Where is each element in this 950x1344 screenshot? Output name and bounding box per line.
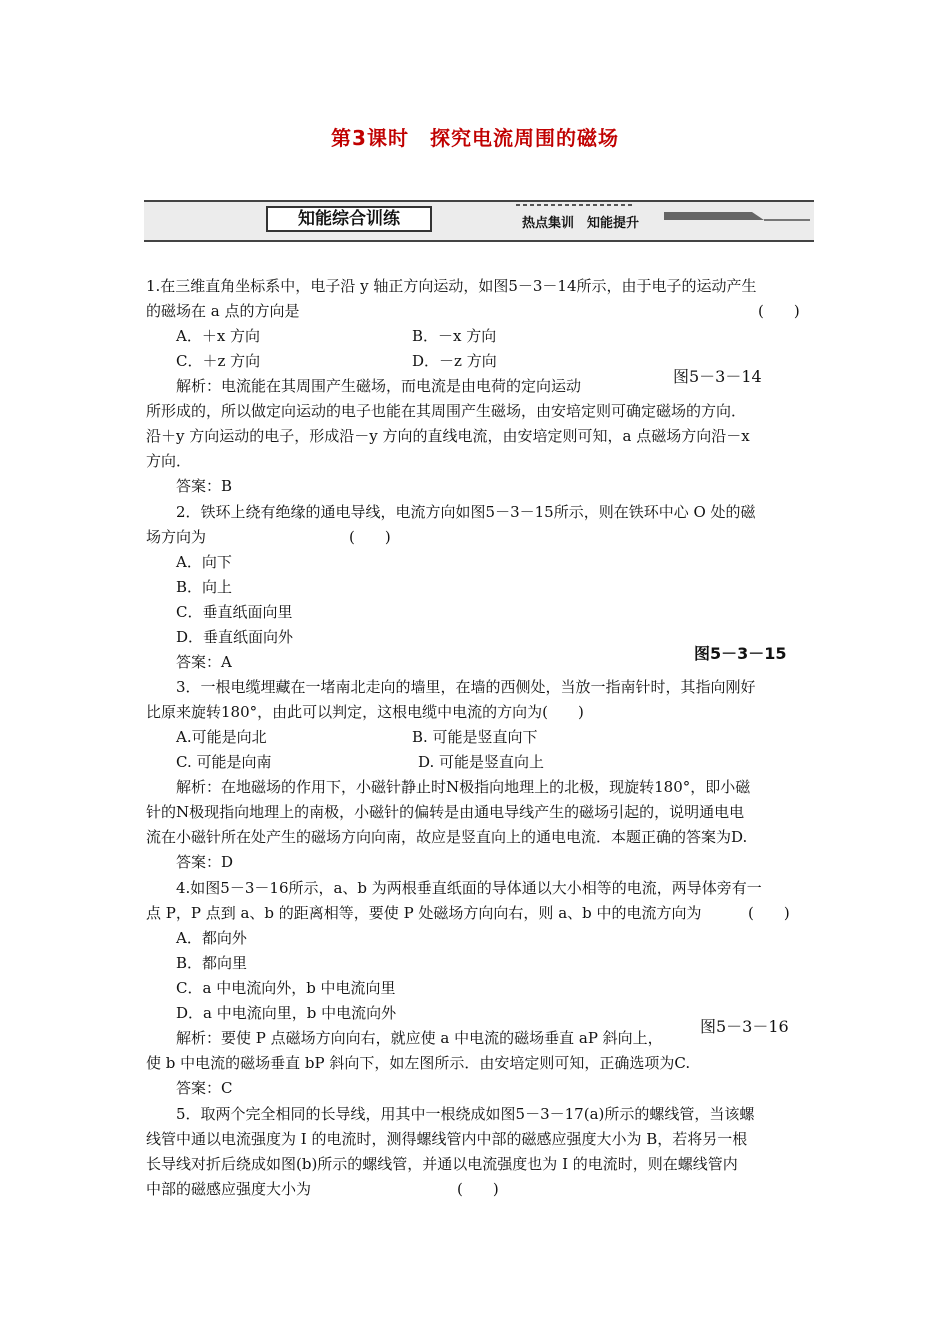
banner-bar — [144, 200, 814, 242]
q3-analysis-1: 解析：在地磁场的作用下，小磁针静止时N极指向地理上的北极，现旋转180°，即小磁 — [176, 778, 751, 796]
q4-answer-blank: ( ) — [748, 904, 790, 922]
q1-option-d: D．－z 方向 — [412, 352, 497, 370]
q1-option-c: C．＋z 方向 — [176, 352, 261, 370]
q1-line-2: 的磁场在 a 点的方向是 — [146, 302, 300, 320]
q4-option-c: C．a 中电流向外，b 中电流向里 — [176, 979, 396, 997]
q3-option-c: C. 可能是向南 — [176, 753, 272, 771]
q2-option-b: B．向上 — [176, 578, 233, 596]
figure-caption-5-3-14: 图5－3－14 — [673, 367, 762, 386]
q4-option-b: B．都向里 — [176, 954, 248, 972]
banner-arrow — [664, 212, 764, 220]
q3-analysis-2: 针的N极现指向地理上的南极，小磁针的偏转是由通电导线产生的磁场引起的，说明通电电 — [146, 803, 745, 821]
figure-caption-5-3-16: 图5－3－16 — [700, 1017, 789, 1036]
q4-line-2: 点 P，P 点到 a、b 的距离相等，要使 P 处磁场方向向右，则 a、b 中的电流方向为 — [146, 904, 702, 922]
q5-line-2: 线管中通以电流强度为 I 的电流时，测得螺线管内中部的磁感应强度大小为 B，若将另一根 — [146, 1130, 748, 1148]
lesson-title: 第3课时 探究电流周围的磁场 — [331, 126, 619, 150]
figure-caption-5-3-15: 图5－3－15 — [694, 644, 787, 663]
q4-option-d: D．a 中电流向里，b 中电流向外 — [176, 1004, 397, 1022]
q2-option-a: A．向下 — [176, 553, 232, 571]
banner-box-label: 知能综合训练 — [266, 206, 432, 232]
q3-option-a: A.可能是向北 — [176, 728, 267, 746]
q5-answer-blank: ( ) — [457, 1180, 499, 1198]
q3-analysis-3: 流在小磁针所在处产生的磁场方向向南，故应是竖直向上的通电电流．本题正确的答案为D. — [146, 828, 748, 846]
q2-answer-blank: ( ) — [349, 528, 391, 546]
q4-option-a: A．都向外 — [176, 929, 247, 947]
q5-line-4: 中部的磁感应强度大小为 — [146, 1180, 312, 1198]
q4-line-1: 4.如图5－3－16所示，a、b 为两根垂直纸面的导体通以大小相等的电流，两导体旁有一 — [176, 879, 762, 897]
banner-sub-label: 热点集训 知能提升 — [522, 216, 640, 231]
q1-answer: 答案：B — [176, 477, 233, 495]
q1-analysis-3: 沿＋y 方向运动的电子，形成沿－y 方向的直线电流，由安培定则可知，a 点磁场方向沿－x — [146, 427, 750, 445]
q1-answer-blank: ( ) — [758, 302, 800, 320]
q2-line-1: 2．铁环上绕有绝缘的通电导线，电流方向如图5－3－15所示，则在铁环中心 O 处的磁 — [176, 503, 756, 521]
q1-analysis-4: 方向． — [146, 452, 192, 470]
q2-option-d: D．垂直纸面向外 — [176, 628, 294, 646]
q5-line-1: 5．取两个完全相同的长导线，用其中一根绕成如图5－3－17(a)所示的螺线管，当该螺 — [176, 1105, 755, 1123]
q4-analysis-1: 解析：要使 P 点磁场方向向右，就应使 a 中电流的磁场垂直 aP 斜向上， — [176, 1029, 663, 1047]
q1-option-a: A．＋x 方向 — [176, 327, 261, 345]
q1-option-b: B．－x 方向 — [412, 327, 497, 345]
q3-answer: 答案：D — [176, 853, 234, 871]
q2-option-c: C．垂直纸面向里 — [176, 603, 293, 621]
q4-answer: 答案：C — [176, 1079, 233, 1097]
q3-line-1: 3．一根电缆埋藏在一堵南北走向的墙里，在墙的西侧处，当放一指南针时，其指向刚好 — [176, 678, 756, 696]
q2-answer: 答案：A — [176, 653, 232, 671]
q3-option-d: D. 可能是竖直向上 — [418, 753, 545, 771]
q1-line-1: 1.在三维直角坐标系中，电子沿 y 轴正方向运动，如图5－3－14所示，由于电子的运动产生 — [146, 277, 757, 295]
q1-analysis-2: 所形成的，所以做定向运动的电子也能在其周围产生磁场，由安培定则可确定磁场的方向． — [146, 402, 747, 420]
banner-line — [764, 219, 810, 221]
section-banner — [144, 200, 814, 240]
q5-line-3: 长导线对折后绕成如图(b)所示的螺线管，并通以电流强度也为 I 的电流时，则在螺线管内 — [146, 1155, 738, 1173]
q3-option-b: B. 可能是竖直向下 — [412, 728, 538, 746]
banner-dots — [516, 204, 632, 206]
q3-line-2: 比原来旋转180°，由此可以判定，这根电缆中电流的方向为( ) — [146, 703, 584, 721]
q4-analysis-2: 使 b 中电流的磁场垂直 bP 斜向下，如左图所示．由安培定则可知，正确选项为C. — [146, 1054, 691, 1072]
q2-line-2: 场方向为 — [146, 528, 207, 546]
q1-analysis-1: 解析：电流能在其周围产生磁场，而电流是由电荷的定向运动 — [176, 377, 582, 395]
